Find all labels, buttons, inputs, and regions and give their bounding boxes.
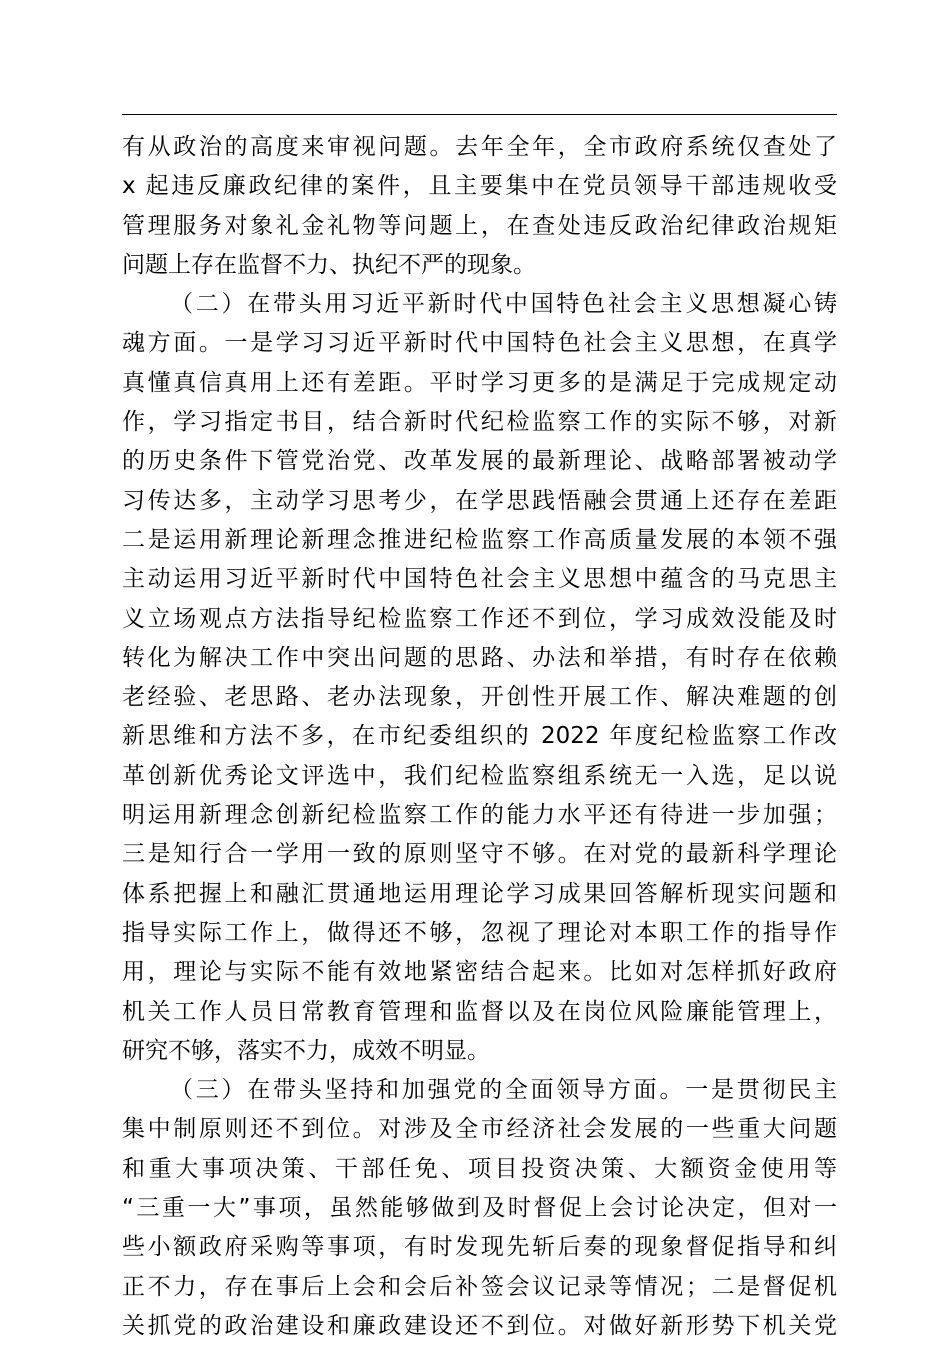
text-line: 体系把握上和融汇贯通地运用理论学习成果回答解析现实问题和: [122, 880, 837, 907]
text-line: 管理服务对象礼金礼物等问题上，在查处违反政治纪律政治规矩: [122, 212, 837, 239]
text-line: 用，理论与实际不能有效地紧密结合起来。比如对怎样抓好政府: [122, 959, 837, 986]
section-heading-line: （二）在带头用习近平新时代中国特色社会主义思想凝心铸: [170, 291, 837, 318]
text-line: 集中制原则还不到位。对涉及全市经济社会发展的一些重大问题: [122, 1116, 837, 1143]
text-line: 魂方面。一是学习习近平新时代中国特色社会主义思想，在真学: [122, 330, 837, 357]
text-line: 指导实际工作上，做得还不够，忽视了理论对本职工作的指导作: [122, 919, 837, 946]
section-heading-line: （三）在带头坚持和加强党的全面领导方面。一是贯彻民主: [170, 1077, 837, 1104]
text-line: 新思维和方法不多，在市纪委组织的 2022 年度纪检监察工作改: [122, 723, 837, 750]
text-line: 革创新优秀论文评选中，我们纪检监察组系统无一入选，足以说: [122, 762, 837, 789]
text-line: “三重一大”事项，虽然能够做到及时督促上会讨论决定，但对一: [122, 1195, 837, 1222]
text-line: 研究不够，落实不力，成效不明显。: [122, 1037, 490, 1064]
text-line: 习传达多，主动学习思考少，在学思践悟融会贯通上还存在差距: [122, 487, 837, 514]
text-line: 义立场观点方法指导纪检监察工作还不到位，学习成效没能及时: [122, 605, 837, 632]
text-line: 关抓党的政治建设和廉政建设还不到位。对做好新形势下机关党: [122, 1312, 837, 1339]
body-text: [122, 128, 837, 1346]
text-line: 主动运用习近平新时代中国特色社会主义思想中蕴含的马克思主: [122, 566, 837, 593]
text-line: 老经验、老思路、老办法现象，开创性开展工作、解决难题的创: [122, 684, 837, 711]
text-line: 机关工作人员日常教育管理和监督以及在岗位风险廉能管理上，: [122, 998, 837, 1025]
text-line: 和重大事项决策、干部任免、项目投资决策、大额资金使用等: [122, 1155, 837, 1182]
text-line: 有从政治的高度来审视问题。去年全年，全市政府系统仅查处了: [122, 134, 837, 160]
text-line: 真懂真信真用上还有差距。平时学习更多的是满足于完成规定动: [122, 369, 837, 396]
text-line: 问题上存在监督不力、执纪不严的现象。: [122, 251, 536, 278]
header-rule: [122, 114, 837, 115]
text-line: 作，学习指定书目，结合新时代纪检监察工作的实际不够，对新: [122, 409, 837, 436]
text-line: 正不力，存在事后上会和会后补签会议记录等情况；二是督促机: [122, 1273, 837, 1300]
text-line: 三是知行合一学用一致的原则坚守不够。在对党的最新科学理论: [122, 841, 837, 868]
text-line: 明运用新理念创新纪检监察工作的能力水平还有待进一步加强；: [122, 802, 837, 829]
text-line: 的历史条件下管党治党、改革发展的最新理论、战略部署被动学: [122, 448, 837, 475]
text-line: 二是运用新理论新理念推进纪检监察工作高质量发展的本领不强: [122, 526, 837, 553]
text-line: 些小额政府采购等事项，有时发现先斩后奏的现象督促指导和纠: [122, 1234, 837, 1261]
text-line: x 起违反廉政纪律的案件，且主要集中在党员领导干部违规收受: [122, 173, 837, 200]
text-line: 转化为解决工作中突出问题的思路、办法和举措，有时存在依赖: [122, 644, 837, 671]
